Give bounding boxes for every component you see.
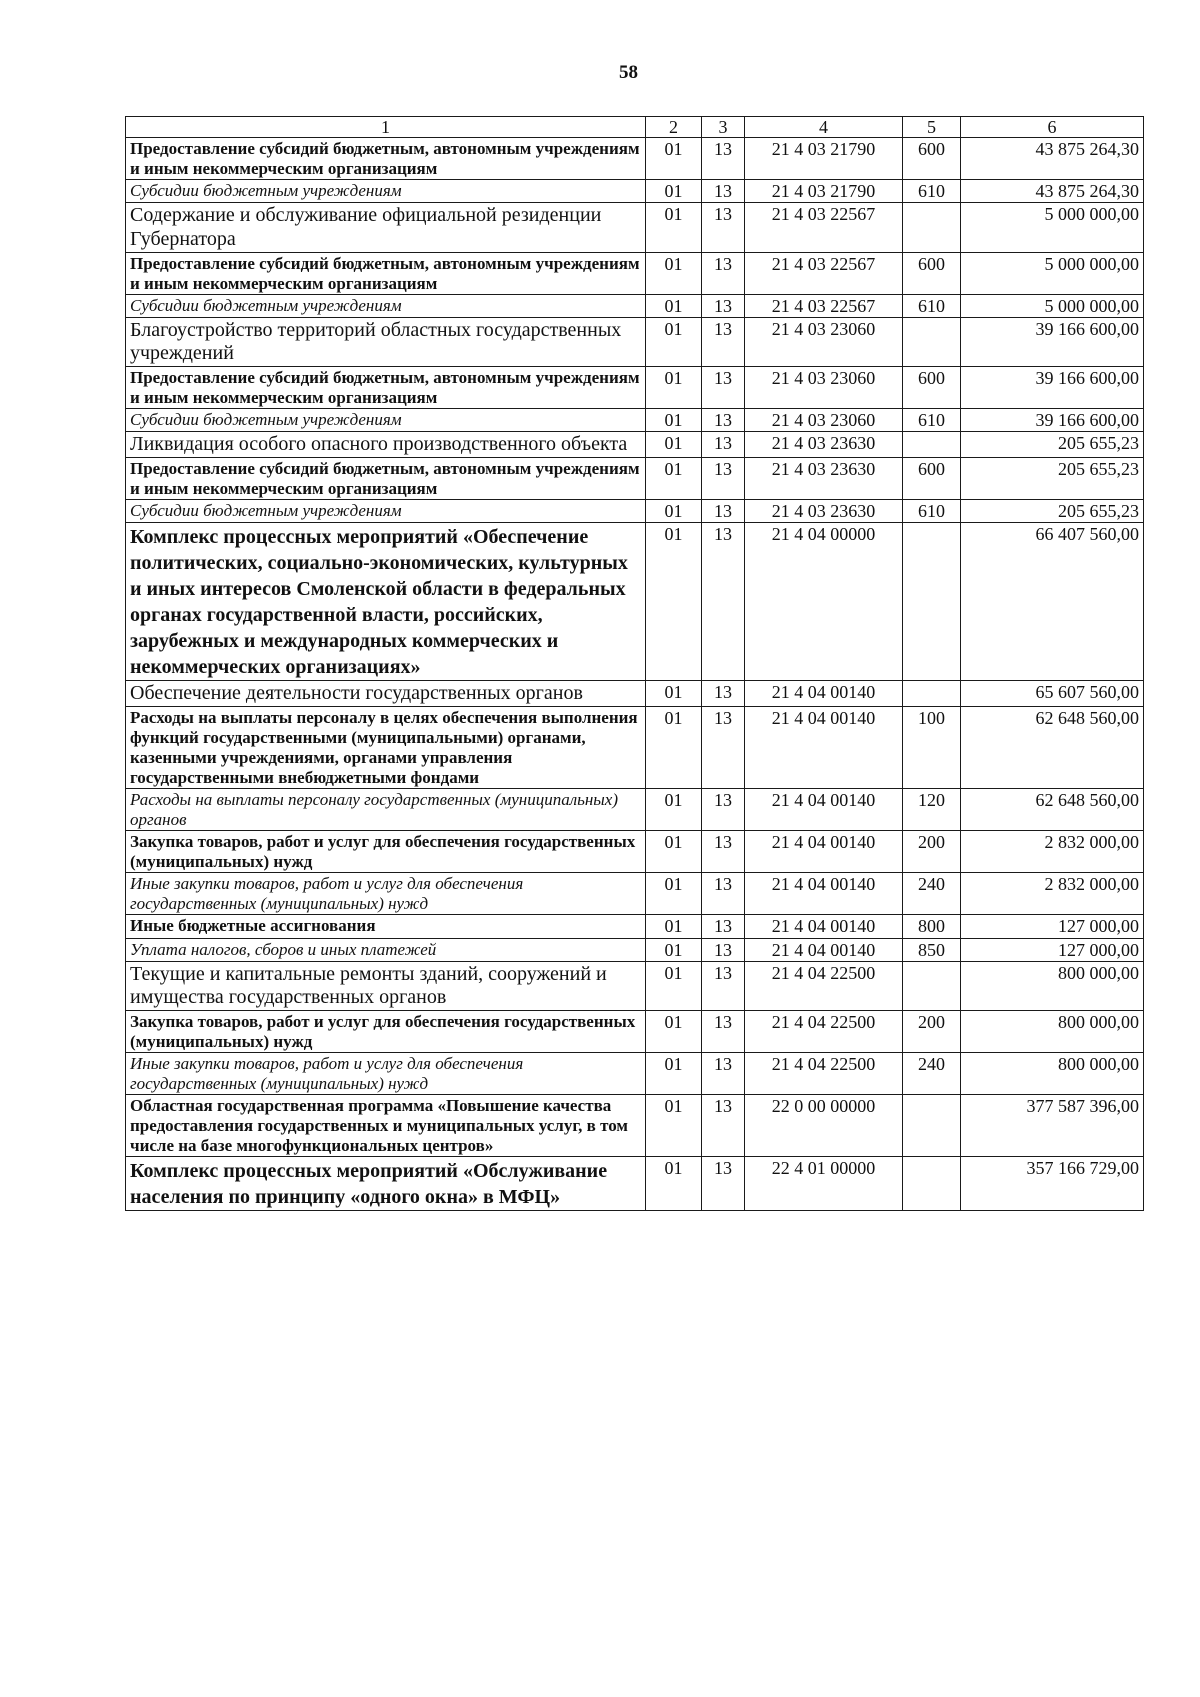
row-subsection-code: 13	[702, 1157, 745, 1211]
row-target-article: 21 4 03 23630	[745, 457, 903, 499]
row-amount: 205 655,23	[961, 500, 1144, 523]
row-amount: 39 166 600,00	[961, 367, 1144, 409]
row-name: Расходы на выплаты персоналу в целях обеспечения выполнения функций государственными (муниципальными) органами, казенными учреждениями, органами управления государственными внебюджетными фондами	[126, 706, 646, 788]
table-row	[126, 203, 1144, 252]
row-expense-type: 610	[903, 180, 961, 203]
row-expense-type	[903, 432, 961, 458]
row-section-code: 01	[646, 706, 702, 788]
row-subsection-code: 13	[702, 457, 745, 499]
row-subsection-code: 13	[702, 1095, 745, 1157]
row-name: Областная государственная программа «Повышение качества предоставления государственных и муниципальных услуг, в том числе на базе многофункциональных центров»	[126, 1095, 646, 1157]
row-amount: 62 648 560,00	[961, 789, 1144, 831]
row-expense-type: 200	[903, 831, 961, 873]
row-name: Субсидии бюджетным учреждениям	[126, 180, 646, 203]
row-amount: 5 000 000,00	[961, 203, 1144, 252]
row-name: Закупка товаров, работ и услуг для обеспечения государственных (муниципальных) нужд	[126, 831, 646, 873]
row-name: Предоставление субсидий бюджетным, автономным учреждениям и иным некоммерческим организациям	[126, 138, 646, 180]
row-section-code: 01	[646, 961, 702, 1010]
row-target-article: 21 4 04 22500	[745, 1053, 903, 1095]
row-target-article: 21 4 03 23060	[745, 409, 903, 432]
table-row	[126, 252, 1144, 294]
table-row	[126, 873, 1144, 915]
row-name: Субсидии бюджетным учреждениям	[126, 409, 646, 432]
row-subsection-code: 13	[702, 252, 745, 294]
table-row	[126, 1157, 1144, 1211]
row-target-article: 21 4 03 23630	[745, 500, 903, 523]
row-section-code: 01	[646, 252, 702, 294]
row-section-code: 01	[646, 294, 702, 317]
header-col-6: 6	[961, 117, 1144, 138]
row-expense-type: 610	[903, 294, 961, 317]
table-row	[126, 432, 1144, 458]
row-name: Обеспечение деятельности государственных органов	[126, 681, 646, 707]
row-amount: 205 655,23	[961, 432, 1144, 458]
row-amount: 127 000,00	[961, 915, 1144, 938]
row-name: Иные закупки товаров, работ и услуг для обеспечения государственных (муниципальных) нужд	[126, 1053, 646, 1095]
row-section-code: 01	[646, 938, 702, 961]
row-section-code: 01	[646, 1053, 702, 1095]
row-target-article: 21 4 03 22567	[745, 294, 903, 317]
row-name: Содержание и обслуживание официальной резиденции Губернатора	[126, 203, 646, 252]
row-amount: 2 832 000,00	[961, 873, 1144, 915]
row-section-code: 01	[646, 180, 702, 203]
table-row	[126, 831, 1144, 873]
row-name: Предоставление субсидий бюджетным, автономным учреждениям и иным некоммерческим организациям	[126, 457, 646, 499]
row-section-code: 01	[646, 409, 702, 432]
row-amount: 127 000,00	[961, 938, 1144, 961]
row-section-code: 01	[646, 681, 702, 707]
row-amount: 377 587 396,00	[961, 1095, 1144, 1157]
row-expense-type	[903, 1157, 961, 1211]
header-col-5: 5	[903, 117, 961, 138]
row-subsection-code: 13	[702, 1011, 745, 1053]
row-subsection-code: 13	[702, 500, 745, 523]
row-section-code: 01	[646, 500, 702, 523]
row-target-article: 21 4 04 00140	[745, 706, 903, 788]
page-number: 58	[619, 62, 638, 83]
row-expense-type: 800	[903, 915, 961, 938]
row-subsection-code: 13	[702, 294, 745, 317]
row-section-code: 01	[646, 138, 702, 180]
row-target-article: 21 4 03 21790	[745, 180, 903, 203]
row-subsection-code: 13	[702, 367, 745, 409]
row-expense-type	[903, 681, 961, 707]
table-row	[126, 523, 1144, 681]
row-name: Расходы на выплаты персоналу государственных (муниципальных) органов	[126, 789, 646, 831]
row-expense-type	[903, 961, 961, 1010]
row-expense-type: 600	[903, 252, 961, 294]
row-amount: 357 166 729,00	[961, 1157, 1144, 1211]
row-subsection-code: 13	[702, 789, 745, 831]
table-row	[126, 1053, 1144, 1095]
row-name: Текущие и капитальные ремонты зданий, сооружений и имущества государственных органов	[126, 961, 646, 1010]
row-expense-type: 600	[903, 367, 961, 409]
row-subsection-code: 13	[702, 432, 745, 458]
row-expense-type: 850	[903, 938, 961, 961]
row-subsection-code: 13	[702, 1053, 745, 1095]
row-subsection-code: 13	[702, 915, 745, 938]
row-name: Уплата налогов, сборов и иных платежей	[126, 938, 646, 961]
table-row	[126, 961, 1144, 1010]
table-row	[126, 500, 1144, 523]
table-row	[126, 789, 1144, 831]
row-target-article: 21 4 03 21790	[745, 138, 903, 180]
table-row	[126, 938, 1144, 961]
row-amount: 800 000,00	[961, 1053, 1144, 1095]
row-section-code: 01	[646, 1157, 702, 1211]
row-amount: 800 000,00	[961, 961, 1144, 1010]
row-target-article: 21 4 03 23060	[745, 367, 903, 409]
table-row	[126, 409, 1144, 432]
row-target-article: 21 4 04 00140	[745, 873, 903, 915]
row-target-article: 21 4 04 00140	[745, 831, 903, 873]
table-body	[126, 138, 1144, 1211]
row-name: Иные бюджетные ассигнования	[126, 915, 646, 938]
row-subsection-code: 13	[702, 706, 745, 788]
row-section-code: 01	[646, 203, 702, 252]
row-subsection-code: 13	[702, 681, 745, 707]
row-section-code: 01	[646, 523, 702, 681]
row-section-code: 01	[646, 831, 702, 873]
row-target-article: 21 4 04 00000	[745, 523, 903, 681]
row-amount: 43 875 264,30	[961, 180, 1144, 203]
header-col-3: 3	[702, 117, 745, 138]
row-target-article: 22 0 00 00000	[745, 1095, 903, 1157]
row-target-article: 21 4 03 23630	[745, 432, 903, 458]
row-expense-type: 240	[903, 1053, 961, 1095]
row-target-article: 21 4 04 22500	[745, 1011, 903, 1053]
row-subsection-code: 13	[702, 873, 745, 915]
row-expense-type: 240	[903, 873, 961, 915]
row-expense-type	[903, 203, 961, 252]
row-section-code: 01	[646, 432, 702, 458]
row-subsection-code: 13	[702, 317, 745, 366]
table-row	[126, 915, 1144, 938]
budget-table	[125, 116, 1144, 1211]
row-subsection-code: 13	[702, 180, 745, 203]
header-col-4: 4	[745, 117, 903, 138]
row-subsection-code: 13	[702, 523, 745, 681]
table-row	[126, 1095, 1144, 1157]
row-name: Иные закупки товаров, работ и услуг для обеспечения государственных (муниципальных) нужд	[126, 873, 646, 915]
row-amount: 5 000 000,00	[961, 252, 1144, 294]
row-subsection-code: 13	[702, 831, 745, 873]
row-target-article: 21 4 04 00140	[745, 681, 903, 707]
row-target-article: 21 4 03 22567	[745, 252, 903, 294]
row-section-code: 01	[646, 915, 702, 938]
row-expense-type: 600	[903, 138, 961, 180]
row-expense-type: 200	[903, 1011, 961, 1053]
row-section-code: 01	[646, 367, 702, 409]
row-target-article: 21 4 03 23060	[745, 317, 903, 366]
row-amount: 39 166 600,00	[961, 317, 1144, 366]
row-section-code: 01	[646, 1095, 702, 1157]
row-name: Комплекс процессных мероприятий «Обеспечение политических, социально-экономических, культурных и иных интересов Смоленской области в федеральных органах государственной власти, российских, зарубежных и международных коммерческих и некоммерческих организациях»	[126, 523, 646, 681]
row-subsection-code: 13	[702, 138, 745, 180]
row-expense-type: 100	[903, 706, 961, 788]
row-name: Благоустройство территорий областных государственных учреждений	[126, 317, 646, 366]
table-row	[126, 367, 1144, 409]
row-name: Закупка товаров, работ и услуг для обеспечения государственных (муниципальных) нужд	[126, 1011, 646, 1053]
row-subsection-code: 13	[702, 203, 745, 252]
row-amount: 2 832 000,00	[961, 831, 1144, 873]
row-amount: 62 648 560,00	[961, 706, 1144, 788]
row-name: Субсидии бюджетным учреждениям	[126, 500, 646, 523]
table-row	[126, 681, 1144, 707]
row-expense-type	[903, 523, 961, 681]
header-col-1: 1	[126, 117, 646, 138]
row-amount: 39 166 600,00	[961, 409, 1144, 432]
row-name: Комплекс процессных мероприятий «Обслуживание населения по принципу «одного окна» в МФЦ»	[126, 1157, 646, 1211]
row-subsection-code: 13	[702, 938, 745, 961]
row-target-article: 21 4 04 00140	[745, 915, 903, 938]
table-row	[126, 1011, 1144, 1053]
row-expense-type: 600	[903, 457, 961, 499]
row-target-article: 21 4 03 22567	[745, 203, 903, 252]
row-section-code: 01	[646, 1011, 702, 1053]
row-target-article: 21 4 04 00140	[745, 789, 903, 831]
row-section-code: 01	[646, 789, 702, 831]
table-row	[126, 294, 1144, 317]
row-expense-type	[903, 317, 961, 366]
row-amount: 66 407 560,00	[961, 523, 1144, 681]
table-row	[126, 706, 1144, 788]
row-expense-type: 610	[903, 500, 961, 523]
row-subsection-code: 13	[702, 961, 745, 1010]
row-section-code: 01	[646, 457, 702, 499]
row-name: Субсидии бюджетным учреждениям	[126, 294, 646, 317]
table-row	[126, 180, 1144, 203]
table-row	[126, 138, 1144, 180]
row-target-article: 21 4 04 00140	[745, 938, 903, 961]
row-expense-type	[903, 1095, 961, 1157]
header-row	[126, 117, 1144, 138]
row-subsection-code: 13	[702, 409, 745, 432]
row-section-code: 01	[646, 317, 702, 366]
row-amount: 5 000 000,00	[961, 294, 1144, 317]
row-amount: 65 607 560,00	[961, 681, 1144, 707]
row-section-code: 01	[646, 873, 702, 915]
header-col-2: 2	[646, 117, 702, 138]
row-name: Предоставление субсидий бюджетным, автономным учреждениям и иным некоммерческим организациям	[126, 252, 646, 294]
row-target-article: 21 4 04 22500	[745, 961, 903, 1010]
row-amount: 43 875 264,30	[961, 138, 1144, 180]
row-target-article: 22 4 01 00000	[745, 1157, 903, 1211]
row-amount: 800 000,00	[961, 1011, 1144, 1053]
table-row	[126, 317, 1144, 366]
row-amount: 205 655,23	[961, 457, 1144, 499]
row-name: Ликвидация особого опасного производственного объекта	[126, 432, 646, 458]
table-row	[126, 457, 1144, 499]
row-name: Предоставление субсидий бюджетным, автономным учреждениям и иным некоммерческим организациям	[126, 367, 646, 409]
row-expense-type: 610	[903, 409, 961, 432]
row-expense-type: 120	[903, 789, 961, 831]
